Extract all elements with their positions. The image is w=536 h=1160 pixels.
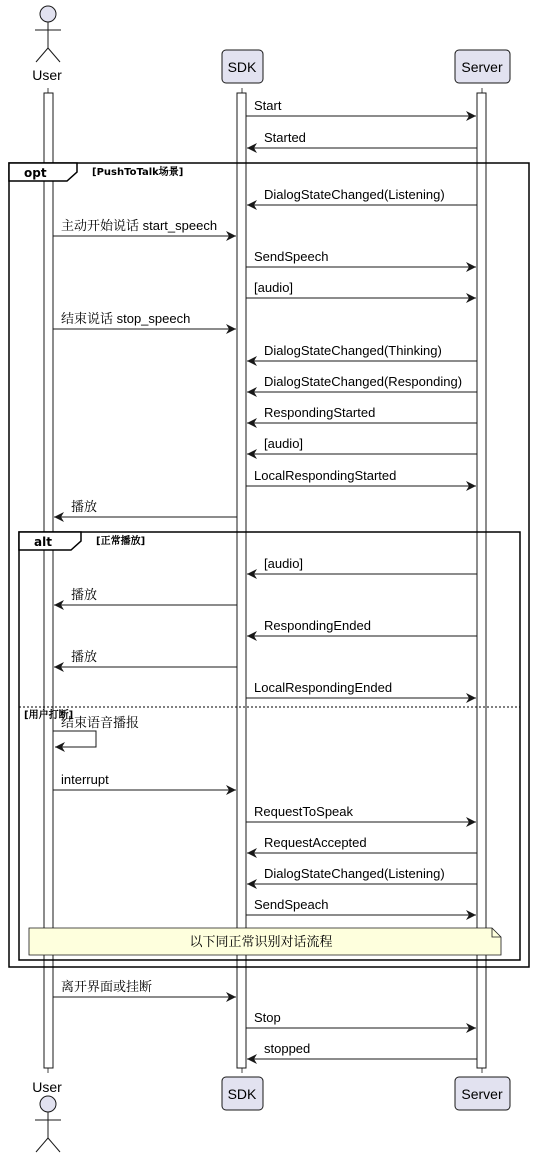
message-label: SendSpeech <box>254 249 329 264</box>
alt-else-condition: [用户打断] <box>24 710 74 721</box>
message <box>247 835 477 853</box>
user-actor-leg-left-icon <box>36 48 48 62</box>
sdk-label-bottom: SDK <box>227 1086 257 1102</box>
opt-frame-condition: [PushToTalk场景] <box>92 167 184 178</box>
message <box>54 499 237 517</box>
message <box>246 680 476 698</box>
server-label-top: Server <box>461 59 503 75</box>
message-label: interrupt <box>61 772 109 787</box>
message <box>246 98 476 116</box>
message <box>246 249 476 267</box>
user-label-top: User <box>32 67 62 83</box>
server-activation-bar <box>477 93 486 1068</box>
message <box>53 218 236 236</box>
note-text: 以下同正常识别对话流程 <box>189 935 333 950</box>
message-label: 离开界面或挂断 <box>61 979 153 994</box>
sdk-activation-bar <box>237 93 246 1068</box>
message-label: 播放 <box>71 499 98 514</box>
user-actor-bottom <box>32 1079 62 1152</box>
message <box>247 1041 477 1059</box>
message <box>53 979 236 997</box>
server-label-bottom: Server <box>461 1086 503 1102</box>
message-label: stopped <box>264 1041 311 1056</box>
message-label: DialogStateChanged(Listening) <box>264 187 445 202</box>
message-label: [audio] <box>264 436 304 451</box>
alt-frame-tag: alt <box>34 535 52 549</box>
message-label: DialogStateChanged(Responding) <box>264 374 463 389</box>
message-label: 结束语音播报 <box>61 715 140 730</box>
message-label: 主动开始说话 start_speech <box>61 218 218 233</box>
user-actor-head-icon <box>40 1096 56 1112</box>
message-label: RespondingStarted <box>264 405 376 420</box>
message <box>54 587 237 605</box>
message <box>247 405 477 423</box>
server-participant-bottom <box>455 1077 510 1110</box>
user-label-bottom: User <box>32 1079 62 1095</box>
message-arrow <box>53 731 96 747</box>
message-label: LocalRespondingEnded <box>254 680 393 695</box>
user-actor-head-icon <box>40 6 56 22</box>
message <box>247 618 477 636</box>
message-label: RequestAccepted <box>264 835 367 850</box>
message-label: DialogStateChanged(Listening) <box>264 866 445 881</box>
message-label: RequestToSpeak <box>254 804 354 819</box>
opt-frame-tag: opt <box>24 166 47 180</box>
message <box>246 280 476 298</box>
alt-frame-condition: [正常播放] <box>96 536 146 547</box>
sdk-participant-bottom <box>222 1077 263 1110</box>
message <box>53 772 236 790</box>
messages <box>53 98 477 1059</box>
sdk-label-top: SDK <box>227 59 257 75</box>
message <box>247 866 477 884</box>
message <box>246 804 476 822</box>
message <box>247 343 477 361</box>
message-label: 播放 <box>71 649 98 664</box>
user-actor-leg-right-icon <box>48 48 60 62</box>
message <box>246 468 476 486</box>
message-label: 结束说话 stop_speech <box>61 311 191 326</box>
message <box>53 311 236 329</box>
message-label: Started <box>264 130 306 145</box>
server-participant-top <box>455 50 510 83</box>
message <box>247 187 477 205</box>
user-actor-leg-left-icon <box>36 1138 48 1152</box>
message-label: RespondingEnded <box>264 618 371 633</box>
message <box>246 1010 476 1028</box>
message <box>247 556 477 574</box>
user-actor-leg-right-icon <box>48 1138 60 1152</box>
note <box>29 928 501 955</box>
message-label: Stop <box>254 1010 281 1025</box>
message-label: LocalRespondingStarted <box>254 468 397 483</box>
message <box>247 374 477 392</box>
message-label: DialogStateChanged(Thinking) <box>264 343 442 358</box>
message-label: 播放 <box>71 587 98 602</box>
message-label: [audio] <box>264 556 304 571</box>
user-activation-bar <box>44 93 53 1068</box>
message <box>246 897 476 915</box>
message <box>53 715 139 747</box>
message-label: Start <box>254 98 282 113</box>
message <box>247 436 477 454</box>
message-label: SendSpeach <box>254 897 329 912</box>
message-label: [audio] <box>254 280 294 295</box>
message <box>54 649 237 667</box>
user-actor-top <box>32 6 62 83</box>
message <box>247 130 477 148</box>
sdk-participant-top <box>222 50 263 83</box>
